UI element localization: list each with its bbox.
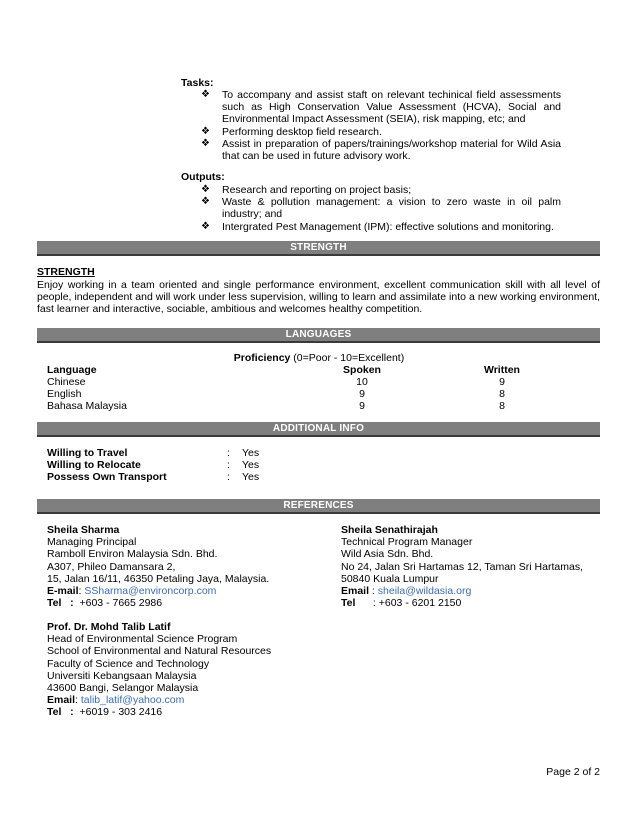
reference-title: Managing Principal: [47, 536, 137, 549]
email-link[interactable]: talib_latif@yahoo.com: [80, 694, 185, 707]
languages-header-row: [47, 364, 547, 376]
language-column-header: Language: [47, 364, 97, 376]
phone-number: +603 - 7665 2986: [79, 597, 163, 610]
email-link[interactable]: sheila@wildasia.org: [377, 585, 472, 598]
reference-address: 43600 Bangi, Selangor Malaysia: [47, 682, 199, 695]
strength-section-bar: STRENGTH: [37, 241, 600, 256]
language-cell: Chinese: [47, 376, 86, 388]
written-cell: 9: [499, 376, 505, 388]
diamond-bullet-icon: ❖: [201, 89, 210, 100]
reference-email-line: Email : sheila@wildasia.org: [341, 585, 472, 598]
reference-name: Sheila Senathirajah: [341, 524, 438, 536]
outputs-list: [181, 184, 561, 233]
email-link[interactable]: SSharma@environcorp.com: [84, 585, 217, 598]
phone-number: +6019 - 303 2416: [79, 706, 163, 719]
reference-tel-line: Tel : +603 - 7665 2986: [47, 597, 163, 610]
reference-address: 50840 Kuala Lumpur: [341, 572, 439, 585]
additional-info-row: [47, 447, 547, 459]
language-cell: Bahasa Malaysia: [47, 400, 127, 412]
diamond-bullet-icon: ❖: [201, 137, 210, 149]
tasks-heading: Tasks:: [181, 77, 214, 89]
list-item: ❖ Research and reporting on project basis;: [201, 184, 412, 196]
reference-name: Prof. Dr. Mohd Talib Latif: [47, 621, 171, 633]
table-row: [47, 388, 547, 400]
additional-info-row: [47, 459, 547, 471]
table-row: [47, 400, 547, 412]
info-separator: :: [227, 447, 230, 459]
additional-info-section-bar: ADDITIONAL INFO: [37, 422, 600, 437]
outputs-heading: Outputs:: [181, 171, 225, 183]
reference-email-line: Email: talib_latif@yahoo.com: [47, 694, 185, 707]
page-number: Page 2 of 2: [546, 766, 600, 778]
list-item: ❖ Assist in preparation of papers/trainings/workshop material for Wild Asia that can be used in future advisory work.: [201, 137, 561, 163]
languages-section-bar: LANGUAGES: [37, 328, 600, 343]
list-item: ❖ To accompany and assist staft on relevant techinical field assessments such as High Conservation Value Assessment (HCVA), Social and Environmental Impact Assessment (SEIA), risk mapping, etc; and: [201, 89, 561, 126]
info-value: Yes: [242, 471, 260, 483]
spoken-column-header: Spoken: [343, 364, 381, 376]
proficiency-note: Proficiency (0=Poor - 10=Excellent): [233, 352, 405, 364]
reference-card: [47, 524, 327, 609]
reference-card: [47, 621, 367, 719]
reference-address: 15, Jalan 16/11, 46350 Petaling Jaya, Malaysia.: [47, 572, 270, 585]
reference-address: A307, Phileo Damansara 2,: [47, 560, 176, 573]
reference-company: Wild Asia Sdn. Bhd.: [341, 548, 434, 561]
references-section-bar: REFERENCES: [37, 499, 600, 514]
reference-university: Universiti Kebangsaan Malaysia: [47, 669, 197, 682]
list-item: ❖ Waste & pollution management: a vision to zero waste in oil palm industry; and: [201, 196, 561, 221]
list-item: ❖ Performing desktop field research.: [201, 125, 382, 138]
diamond-bullet-icon: ❖: [201, 196, 210, 208]
info-value: Yes: [242, 447, 260, 459]
info-label: Possess Own Transport: [47, 471, 167, 483]
diamond-bullet-icon: ❖: [201, 184, 210, 195]
written-cell: 8: [499, 400, 505, 412]
diamond-bullet-icon: ❖: [201, 125, 210, 137]
reference-name: Sheila Sharma: [47, 524, 120, 536]
info-value: Yes: [242, 459, 260, 471]
written-cell: 8: [499, 388, 505, 400]
phone-number: +603 - 6201 2150: [378, 597, 462, 610]
reference-title: Head of Environmental Science Program: [47, 633, 238, 646]
reference-card: [341, 524, 601, 609]
written-column-header: Written: [484, 364, 520, 376]
info-separator: :: [227, 471, 230, 483]
reference-address: No 24, Jalan Sri Hartamas 12, Taman Sri Hartamas,: [341, 560, 583, 573]
reference-school: School of Environmental and Natural Resources: [47, 645, 272, 658]
reference-company: Ramboll Environ Malaysia Sdn. Bhd.: [47, 548, 218, 561]
spoken-cell: 9: [359, 388, 365, 400]
spoken-cell: 10: [356, 376, 368, 388]
strength-text: Enjoy working in a team oriented and single performance environment, excellent communication skill with all level of people, independent and will work under less supervision, willing to learn and assimilate into a new working environment, fast learner and interactive, sociable, ambitious and welcomes healthy competition.: [37, 279, 600, 316]
info-label: Willing to Relocate: [47, 459, 141, 471]
reference-faculty: Faculty of Science and Technology: [47, 657, 210, 670]
additional-info-row: [47, 471, 547, 483]
list-item: ❖ Intergrated Pest Management (IPM): effective solutions and monitoring.: [201, 220, 554, 233]
reference-tel-line: Tel : +6019 - 303 2416: [47, 706, 163, 719]
reference-tel-line: Tel : +603 - 6201 2150: [341, 597, 462, 610]
tasks-list: [181, 89, 561, 162]
info-label: Willing to Travel: [47, 447, 128, 459]
table-row: [47, 376, 547, 388]
strength-heading: STRENGTH: [37, 266, 95, 278]
language-cell: English: [47, 388, 82, 400]
info-separator: :: [227, 459, 230, 471]
diamond-bullet-icon: ❖: [201, 220, 210, 232]
reference-title: Technical Program Manager: [341, 536, 473, 549]
reference-email-line: E-mail: SSharma@environcorp.com: [47, 585, 217, 598]
spoken-cell: 9: [359, 400, 365, 412]
